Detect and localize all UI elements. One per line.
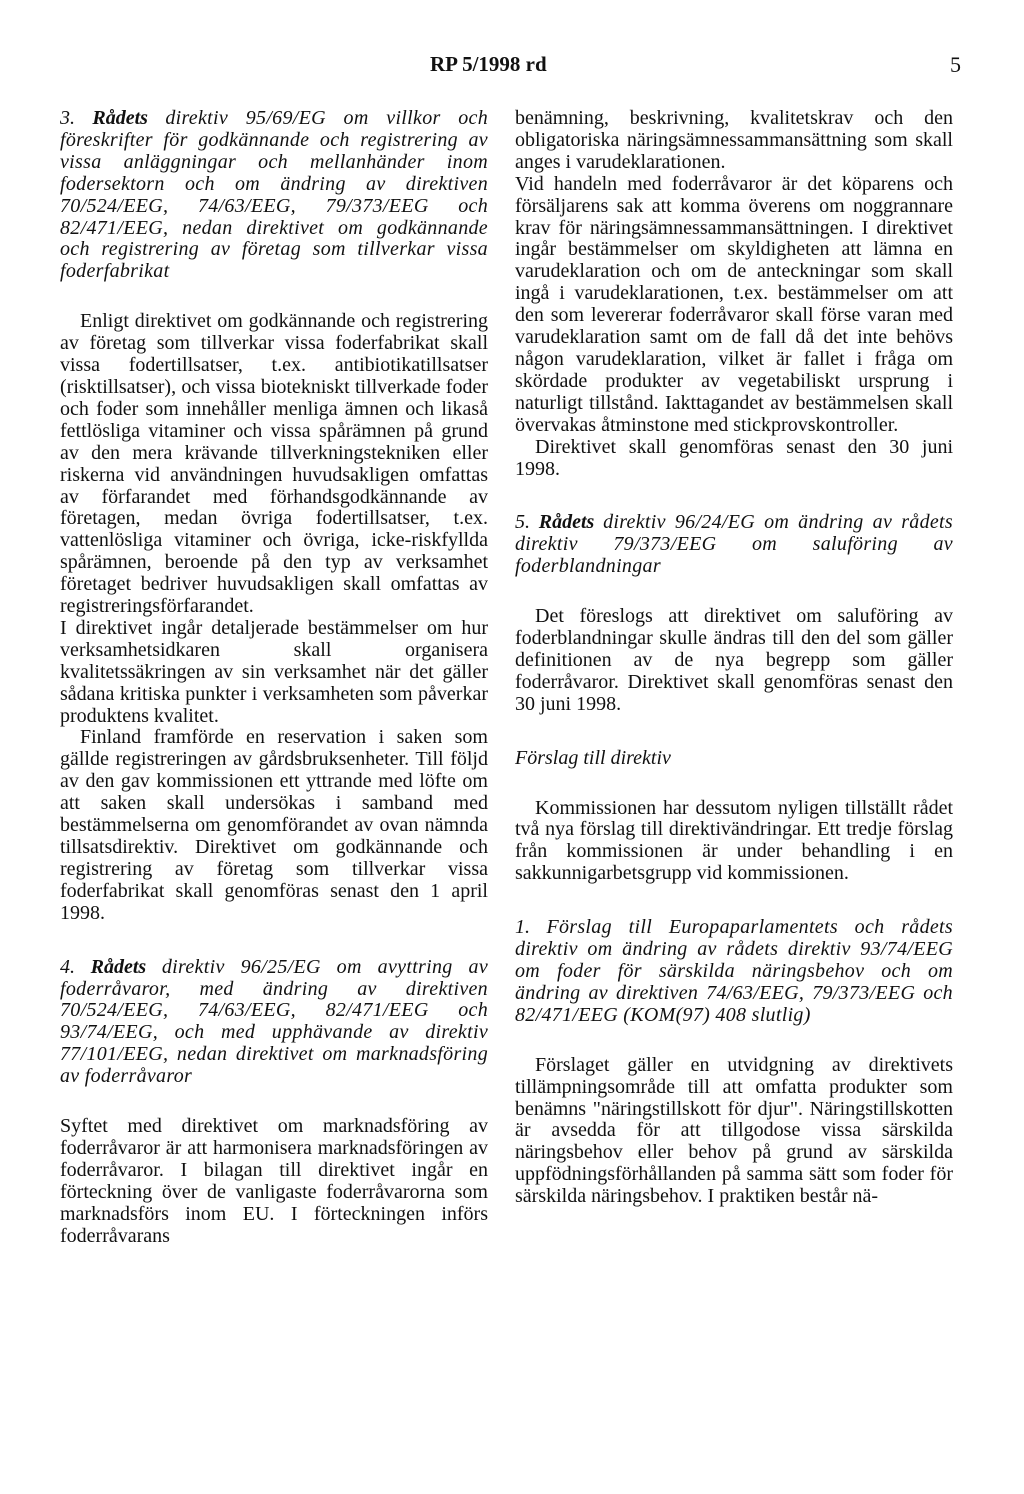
paragraph: benämning, beskrivning, kvalitetskrav och den obligatoriska näringsämnessammansättning som skall anges i varudeklarationen. <box>515 107 953 173</box>
proposal-1-heading <box>515 917 953 1027</box>
right-column <box>515 108 953 1208</box>
section-4-title: direktiv 96/25/EG om avyttring av foderråvaror, med ändring av direktiven 70/524/EEG, 74/63/EEG, 82/471/EEG och 93/74/EEG, och med upphävande av direktiv 77/101/EEG, nedan direktivet om marknadsföring av foderråvaror <box>60 955 489 1088</box>
section-3-number: 3. <box>60 107 75 129</box>
proposal-1-number: 1. <box>515 916 530 939</box>
paragraph: I direktivet ingår detaljerade bestämmelser om hur verksamhetsidkaren skall organisera kvalitetssäkringen av sin verksamhet när det gäller sådana kritiska punkter i verksamheten som påverkar produktens kvalitet. <box>60 616 488 727</box>
section-5-heading <box>515 512 953 578</box>
section-3-heading <box>60 108 488 283</box>
paragraph: Direktivet skall genomföras senast den 30 juni 1998. <box>515 435 953 480</box>
section-4-lead: Rådets <box>90 955 147 978</box>
paragraph: Enligt direktivet om godkännande och registrering av företag som tillverkar vissa foderfabrikat skall vissa fodertillsatser, t.ex. antibiotikatillsatser (risktillsatser), och vissa biotekniskt tillverkade foder och foder som innehåller menliga ämnen och likaså fettlösliga vitaminer och vissa spårämnen på grund av den mera krävande tillverkningstekniken eller riskerna vid användningen huvudsakligen omfattas av förfarandet med förhandsgodkännande av företagen, medan övriga fodertillsatser, t.ex. vattenlösliga vitaminer och övriga, icke-riskfyllda spårämnen, beroende på den typ av verksamhet företaget bedriver huvudsakligen skall omfattas av registreringsförfarandet. <box>60 310 488 618</box>
paragraph: Det föreslogs att direktivet om saluföring av foderblandningar skulle ändras till den del som gäller definitionen av de nya begrepp som gäller foderråvaror. Direktivet skall genomföras senast den 30 juni 1998. <box>515 605 953 715</box>
subheading: Förslag till direktiv <box>515 746 671 769</box>
running-head: RP 5/1998 rd <box>430 52 547 76</box>
proposal-1-title: Förslag till Europaparlamentets och rådets direktiv om ändring av rådets direktiv 93/74/EEG om foder för särskilda näringsbehov och om ändring av direktiven 74/63/EEG, 79/373/EEG och 82/471/EEG (KOM(97) 408 slutlig) <box>515 916 953 1026</box>
paragraph: Kommissionen har dessutom nyligen tillställt rådet två nya förslag till direktivändringar. Ett tredje förslag från kommissionen är under behandling i en sakkunnigarbetsgrupp vid kommissionen. <box>515 796 953 885</box>
section-3-lead: Rådets <box>92 107 148 129</box>
section-4-heading <box>60 957 488 1088</box>
page-header <box>0 52 1024 82</box>
paragraph: Förslaget gäller en utvidgning av direktivets tillämpningsområde till att omfatta produkter som benämns "näringstillskott för djur". Näringstillskotten är avsedda för att tillgodose vissa särskilda näringsbehov eller behov på grund av särskilda uppfödningsförhållanden på samma sätt som foder för särskilda näringsbehov. I praktiken består nä- <box>515 1053 953 1208</box>
paragraph: Vid handeln med foderråvaror är det köparens och försäljarens sak att komma överens om noggrannare krav för näringsämnessammansättningen. I direktivet ingår bestämmelser om skyldigheten att lämna en varudeklaration och om de anteckningar som skall ingå i varudeklarationen, t.ex. bestämmelser om att den som levererar foderråvaror skall förse varan med varudeklaration samt om de fall då det inte behövs någon varudeklaration, vilket är fallet i fråga om skördade produkter av vegetabiliskt ursprung i naturligt tillstånd. Iakttagandet av bestämmelsen skall övervakas åtminstone med stickprovskontroller. <box>515 172 953 436</box>
section-5-lead: Rådets <box>538 511 595 534</box>
paragraph: Syftet med direktivet om marknadsföring av foderråvaror är att harmonisera marknadsföringen av foderråvaror. I bilagan till direktivet ingår en förteckning över de vanligaste foderråvarorna som marknadsförs inom EU. I förteckningen införs foderråvarans <box>60 1115 488 1247</box>
section-4-number: 4. <box>60 955 75 978</box>
section-5-number: 5. <box>515 511 530 534</box>
section-5-title: direktiv 96/24/EG om ändring av rådets direktiv 79/373/EEG om saluföring av foderblandningar <box>515 511 953 578</box>
section-3-title: direktiv 95/69/EG om villkor och föreskrifter för godkännande och registrering av vissa anläggningar och mellanhänder inom fodersektorn och om ändring av direktiven 70/524/EEG, 74/63/EEG, 79/373/EEG och 82/471/EEG, nedan direktivet om godkännande och registrering av företag som tillverkar vissa foderfabrikat <box>60 107 489 283</box>
paragraph: Finland framförde en reservation i saken som gällde registreringen av gårdsbruksenheter. Till följd av den gav kommissionen ett yttrande med löfte om att saken skall undersökas i samband med bestämmelserna om genomförandet av ovan nämnda tillsatsdirektiv. Direktivet om godkännande och registrering av företag som tillverkar vissa foderfabrikat skall genomföras senast den 1 april 1998. <box>60 726 488 924</box>
left-column <box>60 108 488 1248</box>
page-number: 5 <box>950 52 961 77</box>
